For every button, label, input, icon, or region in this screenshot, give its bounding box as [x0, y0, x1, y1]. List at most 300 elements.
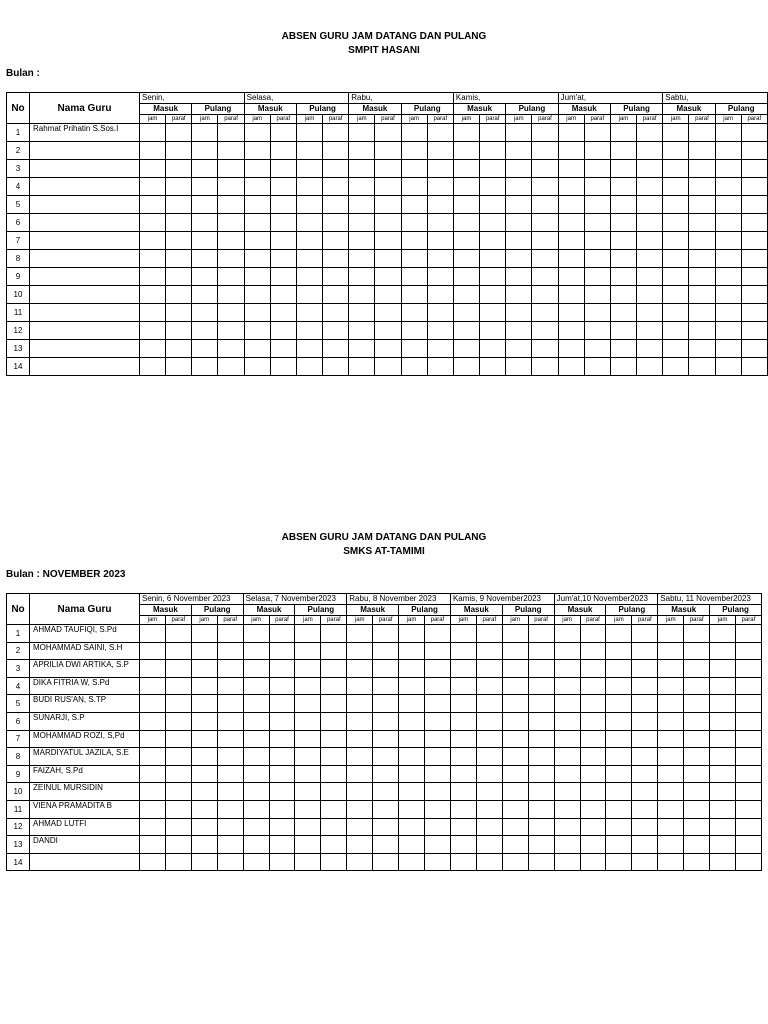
- jam-cell[interactable]: [140, 800, 166, 818]
- paraf-cell[interactable]: [165, 695, 191, 713]
- jam-cell[interactable]: [610, 178, 636, 196]
- jam-cell[interactable]: [558, 142, 584, 160]
- jam-cell[interactable]: [399, 695, 425, 713]
- jam-cell[interactable]: [399, 625, 425, 643]
- paraf-cell[interactable]: [218, 214, 244, 232]
- jam-cell[interactable]: [554, 818, 580, 836]
- paraf-cell[interactable]: [269, 765, 295, 783]
- jam-cell[interactable]: [296, 268, 322, 286]
- jam-cell[interactable]: [244, 160, 270, 178]
- jam-cell[interactable]: [401, 232, 427, 250]
- paraf-cell[interactable]: [476, 695, 502, 713]
- paraf-cell[interactable]: [427, 160, 453, 178]
- jam-cell[interactable]: [349, 304, 375, 322]
- paraf-cell[interactable]: [480, 214, 506, 232]
- paraf-cell[interactable]: [218, 286, 244, 304]
- jam-cell[interactable]: [243, 836, 269, 854]
- jam-cell[interactable]: [715, 286, 741, 304]
- paraf-cell[interactable]: [736, 712, 762, 730]
- jam-cell[interactable]: [296, 124, 322, 142]
- jam-cell[interactable]: [192, 232, 218, 250]
- paraf-cell[interactable]: [632, 800, 658, 818]
- jam-cell[interactable]: [502, 660, 528, 678]
- jam-cell[interactable]: [554, 853, 580, 871]
- paraf-cell[interactable]: [584, 142, 610, 160]
- paraf-cell[interactable]: [425, 800, 451, 818]
- jam-cell[interactable]: [606, 625, 632, 643]
- paraf-cell[interactable]: [166, 340, 192, 358]
- jam-cell[interactable]: [663, 322, 689, 340]
- paraf-cell[interactable]: [584, 160, 610, 178]
- jam-cell[interactable]: [606, 730, 632, 748]
- paraf-cell[interactable]: [218, 124, 244, 142]
- paraf-cell[interactable]: [532, 214, 558, 232]
- jam-cell[interactable]: [140, 625, 166, 643]
- jam-cell[interactable]: [663, 124, 689, 142]
- paraf-cell[interactable]: [269, 660, 295, 678]
- paraf-cell[interactable]: [736, 625, 762, 643]
- paraf-cell[interactable]: [689, 340, 715, 358]
- jam-cell[interactable]: [349, 358, 375, 376]
- paraf-cell[interactable]: [528, 677, 554, 695]
- jam-cell[interactable]: [663, 250, 689, 268]
- paraf-cell[interactable]: [632, 765, 658, 783]
- paraf-cell[interactable]: [689, 268, 715, 286]
- jam-cell[interactable]: [140, 853, 166, 871]
- paraf-cell[interactable]: [166, 286, 192, 304]
- paraf-cell[interactable]: [321, 730, 347, 748]
- paraf-cell[interactable]: [269, 818, 295, 836]
- jam-cell[interactable]: [191, 695, 217, 713]
- jam-cell[interactable]: [295, 660, 321, 678]
- jam-cell[interactable]: [191, 783, 217, 801]
- paraf-cell[interactable]: [689, 160, 715, 178]
- paraf-cell[interactable]: [321, 818, 347, 836]
- paraf-cell[interactable]: [476, 765, 502, 783]
- paraf-cell[interactable]: [269, 625, 295, 643]
- paraf-cell[interactable]: [684, 712, 710, 730]
- jam-cell[interactable]: [243, 748, 269, 766]
- paraf-cell[interactable]: [427, 322, 453, 340]
- paraf-cell[interactable]: [637, 232, 663, 250]
- jam-cell[interactable]: [349, 124, 375, 142]
- paraf-cell[interactable]: [480, 142, 506, 160]
- paraf-cell[interactable]: [217, 853, 243, 871]
- paraf-cell[interactable]: [375, 304, 401, 322]
- jam-cell[interactable]: [401, 268, 427, 286]
- jam-cell[interactable]: [192, 322, 218, 340]
- paraf-cell[interactable]: [270, 142, 296, 160]
- jam-cell[interactable]: [502, 765, 528, 783]
- jam-cell[interactable]: [453, 178, 479, 196]
- jam-cell[interactable]: [663, 160, 689, 178]
- paraf-cell[interactable]: [218, 160, 244, 178]
- jam-cell[interactable]: [191, 712, 217, 730]
- paraf-cell[interactable]: [584, 340, 610, 358]
- paraf-cell[interactable]: [270, 358, 296, 376]
- jam-cell[interactable]: [192, 268, 218, 286]
- paraf-cell[interactable]: [580, 765, 606, 783]
- paraf-cell[interactable]: [165, 677, 191, 695]
- jam-cell[interactable]: [558, 286, 584, 304]
- jam-cell[interactable]: [453, 268, 479, 286]
- paraf-cell[interactable]: [321, 660, 347, 678]
- paraf-cell[interactable]: [684, 695, 710, 713]
- jam-cell[interactable]: [450, 642, 476, 660]
- paraf-cell[interactable]: [684, 800, 710, 818]
- jam-cell[interactable]: [450, 765, 476, 783]
- paraf-cell[interactable]: [689, 232, 715, 250]
- paraf-cell[interactable]: [165, 660, 191, 678]
- jam-cell[interactable]: [715, 322, 741, 340]
- paraf-cell[interactable]: [217, 765, 243, 783]
- jam-cell[interactable]: [502, 677, 528, 695]
- paraf-cell[interactable]: [321, 765, 347, 783]
- paraf-cell[interactable]: [321, 712, 347, 730]
- jam-cell[interactable]: [140, 836, 166, 854]
- jam-cell[interactable]: [502, 836, 528, 854]
- paraf-cell[interactable]: [373, 818, 399, 836]
- jam-cell[interactable]: [610, 304, 636, 322]
- jam-cell[interactable]: [349, 232, 375, 250]
- jam-cell[interactable]: [610, 160, 636, 178]
- paraf-cell[interactable]: [480, 340, 506, 358]
- jam-cell[interactable]: [347, 836, 373, 854]
- paraf-cell[interactable]: [476, 730, 502, 748]
- paraf-cell[interactable]: [476, 625, 502, 643]
- jam-cell[interactable]: [506, 232, 532, 250]
- jam-cell[interactable]: [243, 677, 269, 695]
- paraf-cell[interactable]: [632, 748, 658, 766]
- paraf-cell[interactable]: [375, 250, 401, 268]
- paraf-cell[interactable]: [528, 695, 554, 713]
- paraf-cell[interactable]: [736, 677, 762, 695]
- paraf-cell[interactable]: [217, 695, 243, 713]
- jam-cell[interactable]: [244, 268, 270, 286]
- jam-cell[interactable]: [349, 322, 375, 340]
- jam-cell[interactable]: [610, 232, 636, 250]
- paraf-cell[interactable]: [166, 196, 192, 214]
- paraf-cell[interactable]: [270, 250, 296, 268]
- paraf-cell[interactable]: [373, 730, 399, 748]
- paraf-cell[interactable]: [584, 268, 610, 286]
- paraf-cell[interactable]: [532, 160, 558, 178]
- paraf-cell[interactable]: [269, 748, 295, 766]
- jam-cell[interactable]: [347, 853, 373, 871]
- jam-cell[interactable]: [610, 124, 636, 142]
- jam-cell[interactable]: [140, 730, 166, 748]
- paraf-cell[interactable]: [270, 160, 296, 178]
- paraf-cell[interactable]: [480, 178, 506, 196]
- jam-cell[interactable]: [347, 695, 373, 713]
- jam-cell[interactable]: [710, 800, 736, 818]
- jam-cell[interactable]: [399, 712, 425, 730]
- paraf-cell[interactable]: [684, 748, 710, 766]
- jam-cell[interactable]: [295, 783, 321, 801]
- jam-cell[interactable]: [502, 748, 528, 766]
- jam-cell[interactable]: [502, 642, 528, 660]
- jam-cell[interactable]: [658, 660, 684, 678]
- jam-cell[interactable]: [192, 196, 218, 214]
- paraf-cell[interactable]: [480, 124, 506, 142]
- paraf-cell[interactable]: [270, 340, 296, 358]
- jam-cell[interactable]: [554, 765, 580, 783]
- jam-cell[interactable]: [715, 340, 741, 358]
- jam-cell[interactable]: [140, 322, 166, 340]
- paraf-cell[interactable]: [584, 196, 610, 214]
- jam-cell[interactable]: [715, 358, 741, 376]
- paraf-cell[interactable]: [218, 304, 244, 322]
- paraf-cell[interactable]: [427, 214, 453, 232]
- paraf-cell[interactable]: [269, 800, 295, 818]
- paraf-cell[interactable]: [480, 358, 506, 376]
- jam-cell[interactable]: [502, 783, 528, 801]
- paraf-cell[interactable]: [684, 642, 710, 660]
- jam-cell[interactable]: [295, 800, 321, 818]
- jam-cell[interactable]: [296, 340, 322, 358]
- jam-cell[interactable]: [244, 358, 270, 376]
- jam-cell[interactable]: [606, 642, 632, 660]
- jam-cell[interactable]: [554, 836, 580, 854]
- paraf-cell[interactable]: [218, 322, 244, 340]
- paraf-cell[interactable]: [217, 730, 243, 748]
- jam-cell[interactable]: [710, 695, 736, 713]
- paraf-cell[interactable]: [480, 250, 506, 268]
- jam-cell[interactable]: [191, 748, 217, 766]
- paraf-cell[interactable]: [736, 695, 762, 713]
- paraf-cell[interactable]: [425, 765, 451, 783]
- jam-cell[interactable]: [658, 677, 684, 695]
- paraf-cell[interactable]: [217, 748, 243, 766]
- jam-cell[interactable]: [140, 304, 166, 322]
- paraf-cell[interactable]: [373, 625, 399, 643]
- paraf-cell[interactable]: [321, 625, 347, 643]
- jam-cell[interactable]: [558, 196, 584, 214]
- jam-cell[interactable]: [502, 695, 528, 713]
- paraf-cell[interactable]: [427, 304, 453, 322]
- paraf-cell[interactable]: [427, 268, 453, 286]
- jam-cell[interactable]: [610, 214, 636, 232]
- jam-cell[interactable]: [192, 124, 218, 142]
- jam-cell[interactable]: [450, 783, 476, 801]
- paraf-cell[interactable]: [532, 232, 558, 250]
- jam-cell[interactable]: [349, 196, 375, 214]
- paraf-cell[interactable]: [580, 818, 606, 836]
- jam-cell[interactable]: [663, 286, 689, 304]
- paraf-cell[interactable]: [637, 250, 663, 268]
- paraf-cell[interactable]: [165, 800, 191, 818]
- paraf-cell[interactable]: [217, 712, 243, 730]
- paraf-cell[interactable]: [637, 214, 663, 232]
- jam-cell[interactable]: [658, 800, 684, 818]
- paraf-cell[interactable]: [532, 124, 558, 142]
- jam-cell[interactable]: [191, 625, 217, 643]
- paraf-cell[interactable]: [218, 178, 244, 196]
- paraf-cell[interactable]: [373, 853, 399, 871]
- jam-cell[interactable]: [658, 730, 684, 748]
- paraf-cell[interactable]: [736, 853, 762, 871]
- paraf-cell[interactable]: [580, 800, 606, 818]
- jam-cell[interactable]: [453, 160, 479, 178]
- jam-cell[interactable]: [296, 358, 322, 376]
- paraf-cell[interactable]: [637, 322, 663, 340]
- paraf-cell[interactable]: [425, 783, 451, 801]
- paraf-cell[interactable]: [580, 836, 606, 854]
- paraf-cell[interactable]: [741, 178, 767, 196]
- paraf-cell[interactable]: [270, 268, 296, 286]
- paraf-cell[interactable]: [269, 642, 295, 660]
- jam-cell[interactable]: [140, 677, 166, 695]
- paraf-cell[interactable]: [166, 358, 192, 376]
- jam-cell[interactable]: [658, 765, 684, 783]
- paraf-cell[interactable]: [528, 818, 554, 836]
- jam-cell[interactable]: [399, 836, 425, 854]
- paraf-cell[interactable]: [425, 836, 451, 854]
- paraf-cell[interactable]: [165, 642, 191, 660]
- paraf-cell[interactable]: [580, 712, 606, 730]
- jam-cell[interactable]: [506, 196, 532, 214]
- jam-cell[interactable]: [140, 340, 166, 358]
- jam-cell[interactable]: [506, 250, 532, 268]
- jam-cell[interactable]: [399, 818, 425, 836]
- jam-cell[interactable]: [192, 160, 218, 178]
- paraf-cell[interactable]: [425, 660, 451, 678]
- paraf-cell[interactable]: [218, 232, 244, 250]
- jam-cell[interactable]: [606, 800, 632, 818]
- jam-cell[interactable]: [506, 268, 532, 286]
- jam-cell[interactable]: [243, 660, 269, 678]
- jam-cell[interactable]: [140, 268, 166, 286]
- paraf-cell[interactable]: [580, 625, 606, 643]
- jam-cell[interactable]: [347, 800, 373, 818]
- jam-cell[interactable]: [399, 730, 425, 748]
- paraf-cell[interactable]: [166, 178, 192, 196]
- paraf-cell[interactable]: [637, 340, 663, 358]
- jam-cell[interactable]: [453, 286, 479, 304]
- paraf-cell[interactable]: [736, 783, 762, 801]
- jam-cell[interactable]: [506, 358, 532, 376]
- paraf-cell[interactable]: [528, 642, 554, 660]
- paraf-cell[interactable]: [323, 286, 349, 304]
- paraf-cell[interactable]: [166, 232, 192, 250]
- paraf-cell[interactable]: [218, 196, 244, 214]
- paraf-cell[interactable]: [584, 286, 610, 304]
- paraf-cell[interactable]: [165, 748, 191, 766]
- paraf-cell[interactable]: [321, 695, 347, 713]
- paraf-cell[interactable]: [532, 196, 558, 214]
- paraf-cell[interactable]: [165, 783, 191, 801]
- jam-cell[interactable]: [192, 286, 218, 304]
- paraf-cell[interactable]: [637, 142, 663, 160]
- paraf-cell[interactable]: [165, 818, 191, 836]
- paraf-cell[interactable]: [323, 124, 349, 142]
- paraf-cell[interactable]: [580, 642, 606, 660]
- jam-cell[interactable]: [347, 783, 373, 801]
- paraf-cell[interactable]: [637, 268, 663, 286]
- paraf-cell[interactable]: [584, 358, 610, 376]
- paraf-cell[interactable]: [425, 748, 451, 766]
- paraf-cell[interactable]: [741, 142, 767, 160]
- jam-cell[interactable]: [554, 712, 580, 730]
- paraf-cell[interactable]: [580, 695, 606, 713]
- jam-cell[interactable]: [295, 853, 321, 871]
- paraf-cell[interactable]: [684, 660, 710, 678]
- paraf-cell[interactable]: [270, 304, 296, 322]
- jam-cell[interactable]: [453, 304, 479, 322]
- paraf-cell[interactable]: [476, 836, 502, 854]
- paraf-cell[interactable]: [375, 358, 401, 376]
- paraf-cell[interactable]: [269, 783, 295, 801]
- jam-cell[interactable]: [347, 818, 373, 836]
- jam-cell[interactable]: [554, 730, 580, 748]
- jam-cell[interactable]: [296, 322, 322, 340]
- paraf-cell[interactable]: [741, 250, 767, 268]
- jam-cell[interactable]: [710, 853, 736, 871]
- jam-cell[interactable]: [610, 142, 636, 160]
- paraf-cell[interactable]: [323, 322, 349, 340]
- jam-cell[interactable]: [658, 712, 684, 730]
- jam-cell[interactable]: [401, 160, 427, 178]
- jam-cell[interactable]: [715, 304, 741, 322]
- jam-cell[interactable]: [450, 677, 476, 695]
- jam-cell[interactable]: [450, 800, 476, 818]
- jam-cell[interactable]: [610, 340, 636, 358]
- paraf-cell[interactable]: [684, 765, 710, 783]
- jam-cell[interactable]: [191, 765, 217, 783]
- paraf-cell[interactable]: [637, 358, 663, 376]
- paraf-cell[interactable]: [741, 214, 767, 232]
- jam-cell[interactable]: [140, 358, 166, 376]
- jam-cell[interactable]: [140, 783, 166, 801]
- paraf-cell[interactable]: [480, 322, 506, 340]
- paraf-cell[interactable]: [528, 660, 554, 678]
- paraf-cell[interactable]: [270, 124, 296, 142]
- paraf-cell[interactable]: [684, 677, 710, 695]
- jam-cell[interactable]: [140, 214, 166, 232]
- jam-cell[interactable]: [244, 322, 270, 340]
- paraf-cell[interactable]: [425, 730, 451, 748]
- jam-cell[interactable]: [349, 286, 375, 304]
- jam-cell[interactable]: [349, 340, 375, 358]
- jam-cell[interactable]: [244, 304, 270, 322]
- jam-cell[interactable]: [295, 625, 321, 643]
- paraf-cell[interactable]: [480, 232, 506, 250]
- paraf-cell[interactable]: [166, 268, 192, 286]
- jam-cell[interactable]: [558, 322, 584, 340]
- jam-cell[interactable]: [349, 142, 375, 160]
- paraf-cell[interactable]: [637, 124, 663, 142]
- paraf-cell[interactable]: [217, 783, 243, 801]
- jam-cell[interactable]: [453, 214, 479, 232]
- paraf-cell[interactable]: [580, 660, 606, 678]
- jam-cell[interactable]: [244, 286, 270, 304]
- jam-cell[interactable]: [349, 160, 375, 178]
- paraf-cell[interactable]: [741, 160, 767, 178]
- jam-cell[interactable]: [399, 765, 425, 783]
- paraf-cell[interactable]: [528, 748, 554, 766]
- paraf-cell[interactable]: [532, 322, 558, 340]
- jam-cell[interactable]: [450, 625, 476, 643]
- paraf-cell[interactable]: [165, 853, 191, 871]
- paraf-cell[interactable]: [637, 178, 663, 196]
- jam-cell[interactable]: [192, 178, 218, 196]
- jam-cell[interactable]: [506, 322, 532, 340]
- jam-cell[interactable]: [606, 660, 632, 678]
- jam-cell[interactable]: [710, 677, 736, 695]
- paraf-cell[interactable]: [166, 304, 192, 322]
- jam-cell[interactable]: [349, 214, 375, 232]
- paraf-cell[interactable]: [684, 836, 710, 854]
